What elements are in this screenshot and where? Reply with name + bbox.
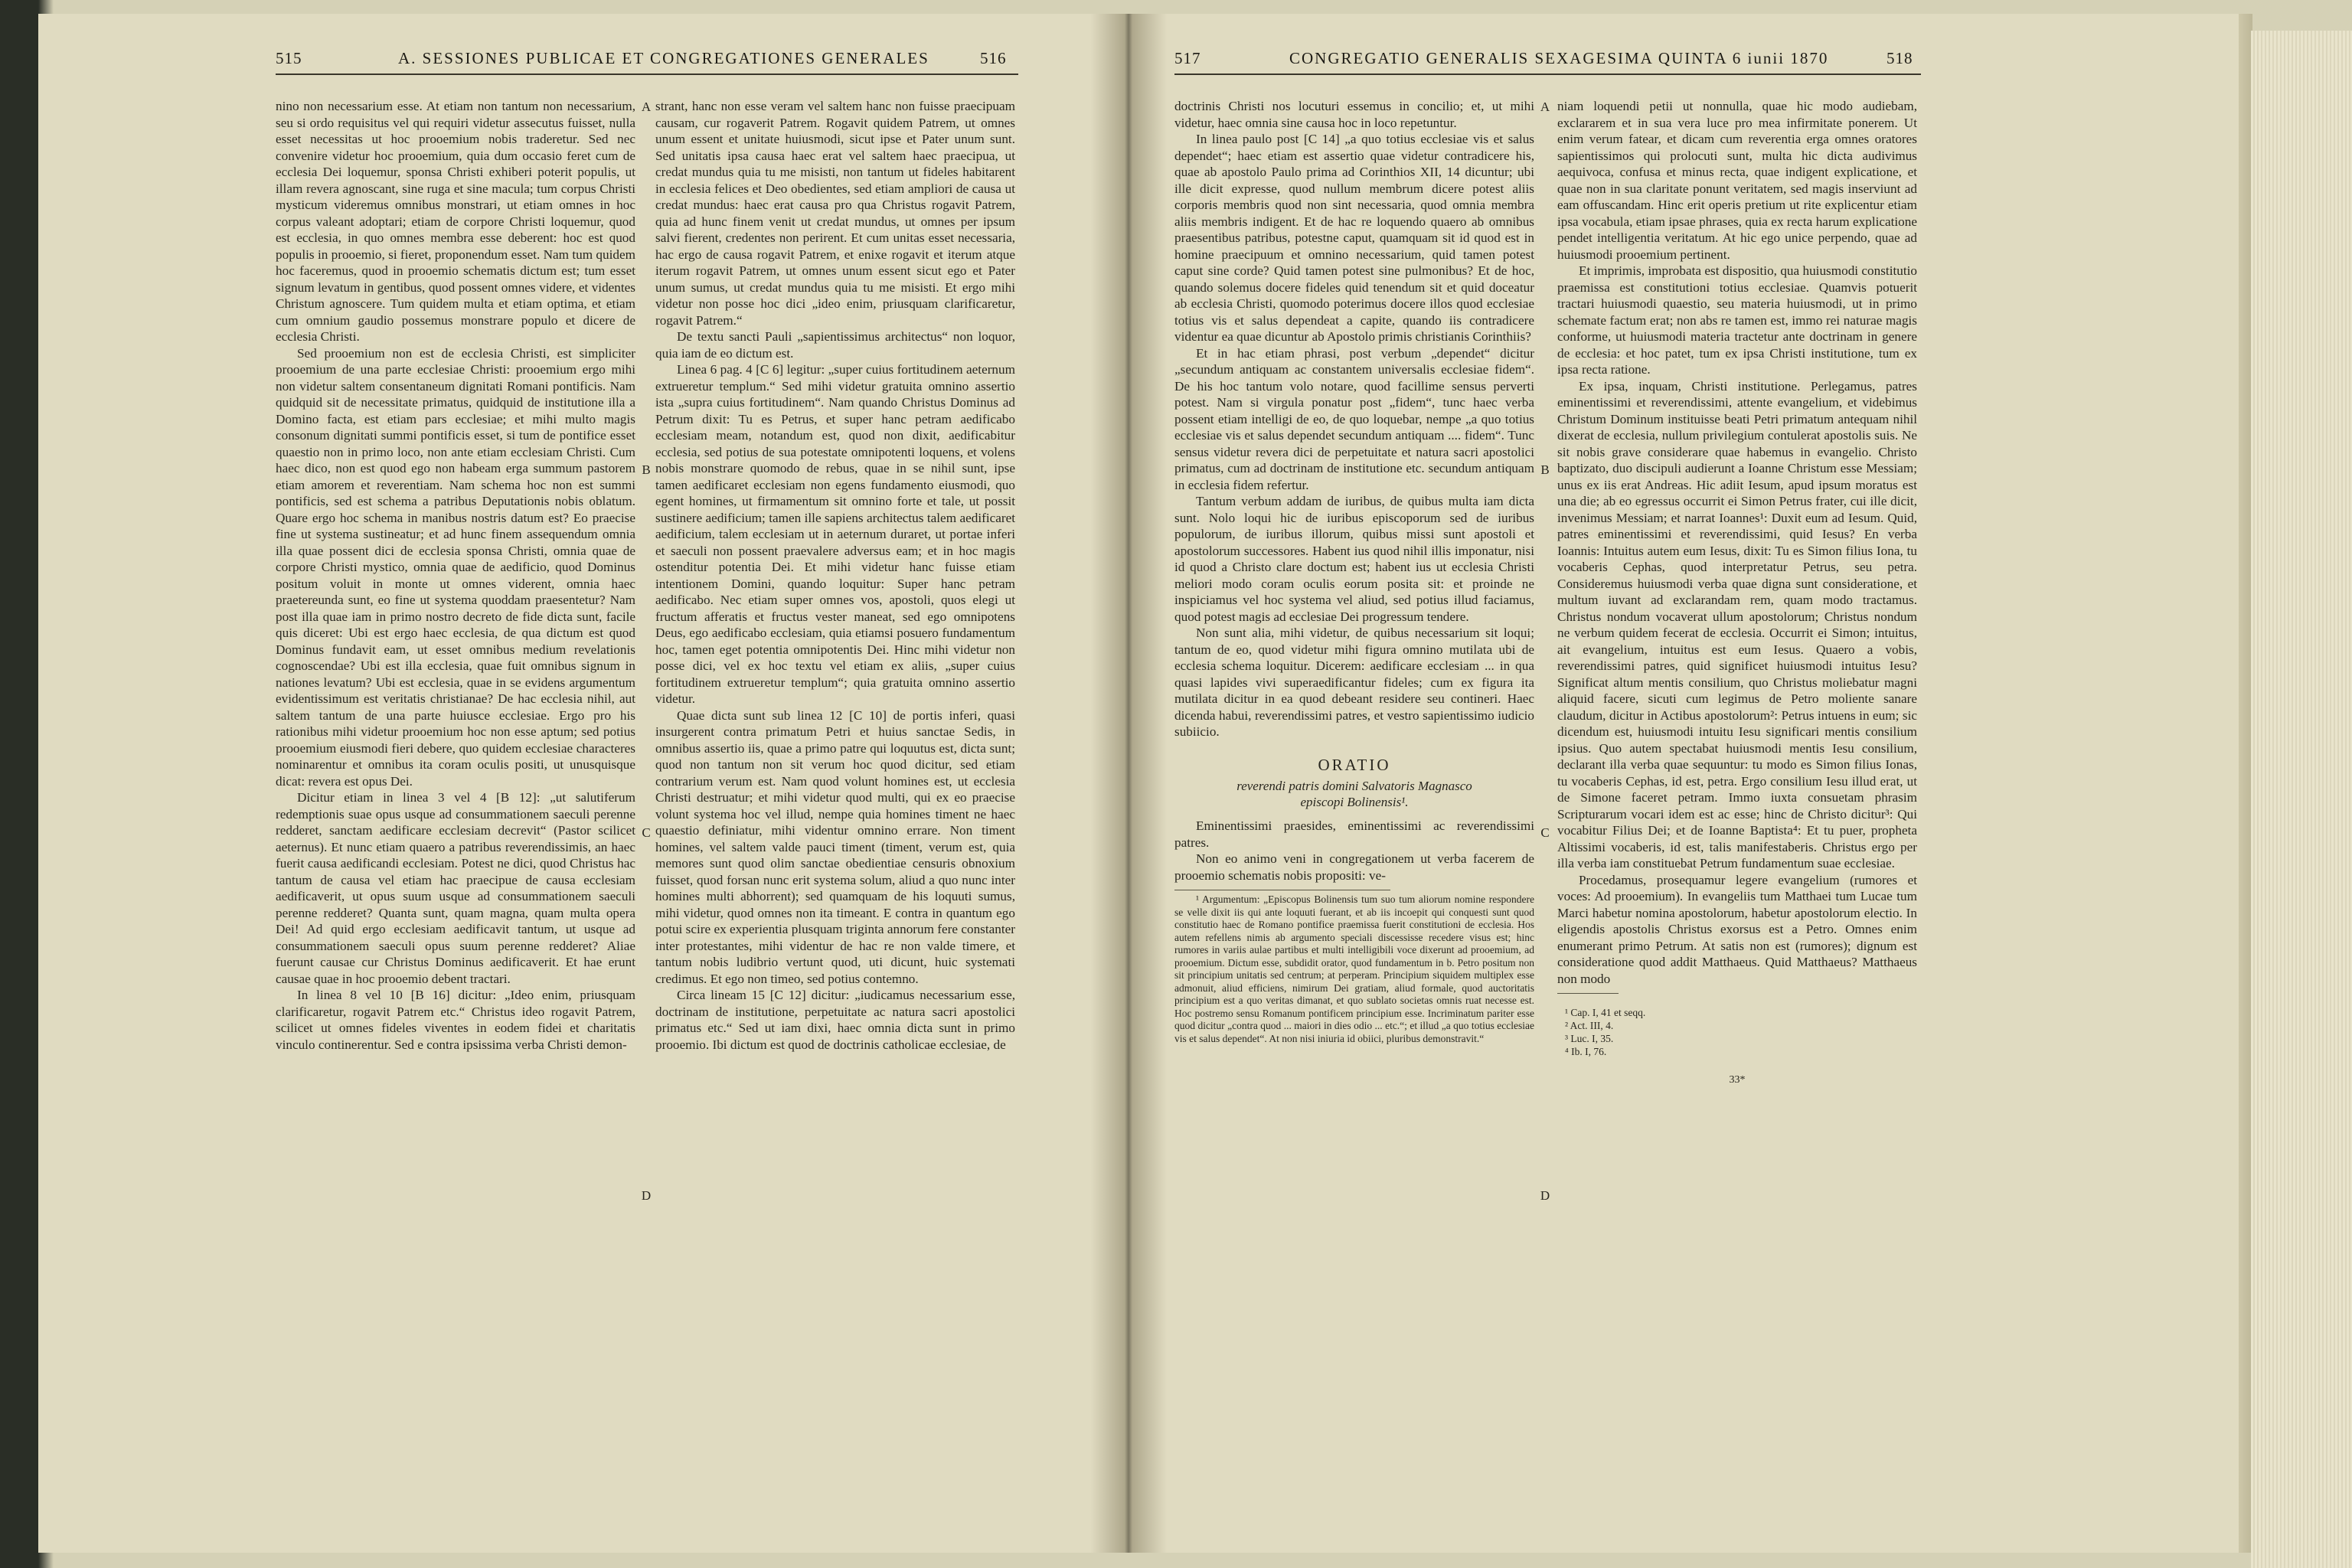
paragraph: Dicitur etiam in linea 3 vel 4 [B 12]: „ut salutiferum redemptionis suae opus usque ad consummationem saeculi perenne redderet, sanctam aedificare ecclesiam decrevit“ (Pastor scilicet aeternus). Et nunc etiam quaero a patribus reverendissimis, an haec fuerit causa aedificandi ecclesiam. Potest ne dici, quod Christus hac tantum de causa vel etiam hac praecipue de causa ecclesiam aedificaverit, ut opus suum usque ad consummationem saeculi perenne redderet? Quanta sunt, quam magna, quam multa opera Dei! Ad quid ergo ecclesiam aedificavit tantum, ut usque ad consummationem saeculi opus suum perenne redderet? Aliae fuerunt causae cur Christus Dominus aedificaverit. Et hae erunt causae quae in hoc prooemio debent tractari. — [276, 790, 635, 986]
signature-mark: 33* — [1729, 1074, 1746, 1086]
paragraph: Non sunt alia, mihi videtur, de quibus necessarium sit loqui; tantum de eo, quod videtur mihi figura omnino mutilata ubi de ecclesia schema loquitur. Dicerem: aedificare ecclesiam ... in qua quasi lapides vivi superaedificantur fideles; cum ex figura ita mutilata dicitur in ea quod debeant residere seu contineri. Haec dicenda habui, reverendissimi patres, et vestro sapientissimo iudicio subiicio. — [1174, 626, 1534, 739]
oratio-speaker-line-1: reverendi patris domini Salvatoris Magnasco — [1236, 779, 1472, 793]
left-page — [38, 14, 1147, 1553]
oratio-heading: ORATIO — [1318, 755, 1391, 774]
oratio-speaker-line-2: episcopi Bolinensis¹. — [1300, 795, 1409, 809]
paragraph: doctrinis Christi nos locuturi essemus in concilio; et, ut mihi videtur, haec omnia sine causa hoc in loco repetuntur. — [1174, 99, 1534, 130]
footnote: ⁴ Ib. I, 76. — [1565, 1046, 1607, 1057]
paragraph: Circa lineam 15 [C 12] dicitur: „iudicamus necessarium esse, doctrinam de institutione, perpetuitate ac natura sacri apostolici primatus etc.“ Sed ut iam dixi, haec omnia dicta sunt in primo prooemio. Ibi dictum est quod de doctrinis catholicae ecclesiae, de — [655, 988, 1015, 1052]
paragraph: Et imprimis, improbata est dispositio, qua huiusmodi constitutio praemissa est constitutioni totius ecclesiae. Quamvis potuerit tractari huiusmodi quaestio, seu materia huiusmodi, ut in primo schemate factum erat; non abs re tamen est, immo rei naturae magis conforme, ut huiusmodi materia tractetur ante doctrinam in genere de ecclesia: et hoc patet, tum ex ipsa Christi institutione, tum ex ipsa recta ratione. — [1557, 263, 1917, 377]
right-page-header — [1129, 49, 2252, 80]
paragraph: Quae dicta sunt sub linea 12 [C 10] de portis inferi, quasi insurgerent contra primatum Petri et huius sanctae Sedis, in omnibus assertio iis, quae a primo patre qui loquutus est, dicta sunt; quod non tantum non sit verum hoc quod dicitur, sed etiam contrarium verum est. Nam quod volunt homines est, ut ecclesia Christi destruatur; et mihi videtur quod multi, qui ex eo praecise volunt systema hoc vel illud, nempe quia homines timent ne haec quaestio definiatur, mihi videntur omnino errare. Non timent homines, vel saltem valde pauci timent (timent, verum est, quia memores sunt quod olim sanctae obedientiae censuris obnoxium fuisset, quod forsan nunc erit systema solum, aliud a quo nunc inter homines multi abhorrent); sed quamquam de his loquuti sumus, mihi videtur, quod omnes non ita timeant. E contra in quantum ego potui scire ex experientia plusquam triginta annorum fere constanter inter protestantes, mihi videntur de hac re non valde timere, et tantum nobis ludibrio vertunt quod, uti dicunt, huic systemati credimus. Et ego non timeo, sed potius contemno. — [655, 707, 1015, 986]
footnote: ² Act. III, 4. — [1565, 1020, 1614, 1031]
running-title-left: A. SESSIONES PUBLICAE ET CONGREGATIONES GENERALES — [398, 49, 929, 67]
section-marker-a: A — [1540, 100, 1550, 114]
section-marker-b: B — [1540, 462, 1550, 477]
left-page-column-2 — [655, 98, 1015, 1491]
footnote: ³ Luc. I, 35. — [1565, 1033, 1614, 1044]
running-title-right: CONGREGATIO GENERALIS SEXAGESIMA QUINTA 6 iunii 1870 — [1289, 49, 1829, 67]
section-marker-d: D — [641, 1188, 652, 1203]
page-number-516: 516 — [980, 49, 1007, 67]
paragraph: In linea paulo post [C 14] „a quo totius ecclesiae vis et salus dependet“; haec etiam est assertio quae videtur contradicere his, quae ab apostolo Paulo prima ad Corinthios XII, 14 dicuntur; ubi ille dicit expresse, quod nullum membrum dicere potest aliis corporis membris quod non sint necessaria, quod omnia membra aliis membris indigent. Et de hac re loquendo quaero ab omnibus praesentibus patribus, potestne caput, quamquam sit id quod est in homine praecipuum et omnino necessarium, quid tamen potest caput sine corde? Quid tamen potest sine pulmonibus? Et de hoc, quando solemus docere fideles quid tenendum sit et quid doceatur ab ecclesia Christi, quomodo poterimus docere illos quod ecclesiae totius vis et salus dependeat a capite, quando iis contradicere videntur ea quae dicuntur ab Apostolo primis christianis Corinthiis? — [1174, 132, 1534, 344]
paragraph: Non eo animo veni in congregationem ut verba facerem de prooemio schematis nobis propositi: ve- — [1174, 851, 1534, 883]
right-page-column-1 — [1174, 98, 1534, 1491]
paragraph: Tantum verbum addam de iuribus, de quibus multa iam dicta sunt. Nolo loqui hic de iuribus episcoporum sed de iuribus populorum, de iuribus illorum, quibus missi sunt apostoli et apostolorum successores. Habent ius quod nihil illis imponatur, nisi id quod a Christo clare doctum est; habent ius ut ecclesia Christi meliori modo coram oculis eorum posita sit: et proinde ne inspiciamus vel hoc systema vel aliud, sed potius illud faciamus, quod potest magis ad ecclesiae Dei progressum tendere. — [1174, 494, 1534, 624]
paragraph: Ex ipsa, inquam, Christi institutione. Perlegamus, patres eminentissimi et reverendissimi, attente evangelium, et videbimus Christum Dominum instituisse beati Petri primatum antequam nihil dixerat de ecclesia, nullum privilegium contulerat apostolis suis. Ne sit nobis grave considerare quae habemus in evangelio. Christo baptizato, duo discipuli audierunt a Ioanne Christum esse Messiam; unus ex iis erat Andreas. Hic adiit Iesum, apud ipsum moratus est una die; ab eo egressus occurrit ei Simon Petrus frater, cui ille dicit, invenimus Messiam; et narrat Ioannes¹: Duxit eum ad Iesum. Quid, patres eminentissimi et reverendissimi, quid Iesus? En verba Ioannis: Intuitus autem eum Iesus, dixit: Tu es Simon filius Iona, tu vocaberis Cephas, quod interpretatur Petrus, seu petra. Consideremus huiusmodi verba quae digna sunt consideratione, et multum iuvant ad exclarandam rem, quam modo tractamus. Christus nondum vocaverat ullum apostolorum; Christus nondum ne verbum quidem fecerat de ecclesia. Occurrit ei Simon; intuitus, ait evangelium, intuitus est eum Iesus. Quaero a vobis, reverendissimi patres, quid significet huiusmodi intuitus Iesu? Significat altum mentis consilium, quo Christus moliebatur magni aliquid facere, sicuti cum legimus de Petro moliente sanare claudum, dicitur in Actibus apostolorum²: Petrus intuens in eum; sic dicendum est, huiusmodi intuitu Iesu significari mentis consilium ipsius. Quo autem spectabat huiusmodi mentis Iesu consilium, declarant illa verba quae sequuntur: tu modo es Simon filius Ionas, tu vocaberis Cephas, id est, petra. Ergo consilium Iesu illud erat, ut de Simone faceret petram. Immo iuxta consuetam phrasim Scripturarum vocari idem est ac esse; hinc de Christo dicitur³: Qui vocabitur Filius Dei; et de Ioanne Baptista⁴: Et tu puer, propheta Altissimi vocaberis, id est, talis manifestaberis. Christus ergo per illa verba iam constituebat Petrum fundamentum suae ecclesiae. — [1557, 378, 1917, 871]
paragraph: Linea 6 pag. 4 [C 6] legitur: „super cuius fortitudinem aeternum extrueretur templum.“ Sed mihi videtur gratuita omnino assertio ista „supra cuius fortitudinem“. Nam quando Christus Dominus ad Petrum dixit: Tu es Petrus, et super hanc petram aedificabo ecclesiam meam, notandum est, quod non dixit, aedificabitur ecclesia, sed potius de sua potestate omnipotenti loquens, et volens nobis monstrare quomodo de rebus, quae in se nihil sunt, ipse tamen aedificaret ecclesiam non egens fundamento eiusmodi, quo egent homines, ut firmamentum sit omnino forte et tale, ut possit sustinere aedificium; tamen ille sapiens architectus talem aedificaret aedificium, talem ecclesiam ut in aeternum duraret, ut portae inferi et saeculi non possent praevalere adversus eam; et in hoc magis ostenditur potentia Dei. Et mihi videtur hanc fuisse etiam intentionem Domini, quando loquitur: Super hanc petram aedificabo. Nec etiam super omnes vos, apostoli, quos elegi ut fructum afferatis et fructus vester maneat, sed ego omnipotens Deus, ego aedificabo ecclesiam, quia etiamsi posuero fundamentum hoc, tamen eget potentia omnipotentis Dei. Hinc mihi videtur non posse dici, vel ex hoc textu vel etiam ex aliis, „super cuius fortitudinem extrueretur templum“; quia gratuita omnino assertio videtur. — [655, 362, 1015, 706]
paragraph: Sed prooemium non est de ecclesia Christi, est simpliciter prooemium de una parte ecclesiae Christi: prooemium ergo mihi non videtur saltem consentaneum dignitati Romani pontificis. Nam quidquid sit de necessitate primatus, quidquid de institutione illa a Domino facta, est etiam pars ecclesiae; et mihi multo magis consonum dignitati summi pontificis esset, si tum de pontifice esset quaestio non in primo loco, non ante etiam ecclesiam Christi. Cum haec dico, non est quod ego non habeam erga summum pastorem etiam amorem et reverentiam. Nam schema hoc non est summi pontificis, sed est schema a patribus Deputationis nobis oblatum. Quare ergo hoc schema in manibus nostris datum est? Eo praecise fine ut systema sustineatur; et ad hunc finem assequendum omnia illa quae possent dici de ecclesia sponsa Christi, omnia quae de corpore Christi mystico, omnia quae de aedificio, quod Dominus positum voluit in monte ut omnes viderent, omnia haec praetereunda sunt, eo fine ut systema quoddam praesentetur? Nam post illa quae iam in primo nostro decreto de fide dicta sunt, facile quis diceret: Ubi est ergo haec ecclesia, de qua dictum est quod Dominus fundavit eam, ut esset omnibus medium revelationis cognoscendae? Ubi est illa ecclesia, quae fuit omnibus signum in nationes levatum? Ubi est ecclesia, quae in se evidens argumentum evidentissimum est veritatis christianae? De hac ecclesia nihil, aut saltem tantum de una parte huiusce ecclesiae. Ergo pro his rationibus mihi videtur prooemium hoc non esse aptum; sed potius prooemium eiusmodi fieri debere, quo quidem ecclesiae characteres nominarentur et omnibus ita coram oculis positi, ut unusquisque dicat: revera est opus Dei. — [276, 345, 635, 789]
footnotes-list — [1557, 1006, 1917, 1058]
paragraph: nino non necessarium esse. At etiam non tantum non necessarium, seu si ordo requisitus vel qui requiri videtur assecutus fuisset, nulla esset necessitas ut hoc prooemium nobis traderetur. Sed nec convenire videtur hoc prooemium, quia dum occasio feret cum de ecclesia Dei loquemur, sponsa Christi exhiberi poterit populis, ut illam revera agnoscant, sine ruga et sine macula; tum corpus Christi mysticum videremus omnibus monstrari, ut etiam omnes in hoc corpus valeant adoptari; etiam de corpore Christi loquemur, quod est ecclesia, in quo omnes membra esse deberent: hoc est quod populis in prooemio, si fieret, proponendum esset. Nam tum quidem hoc faceremus, quod in prooemio schematis dictum est; tum esset signum levatum in gentibus, quod possent omnes videre, et videntes Christum agnoscere. Tum quidem multa et etiam optima, et etiam cum omnium gaudio possemus monstrare populo et dicere de ecclesia Christi. — [276, 99, 635, 344]
section-marker-d: D — [1540, 1188, 1550, 1203]
section-marker-a: A — [641, 100, 652, 114]
paragraph: In linea 8 vel 10 [B 16] dicitur: „Ideo enim, priusquam clarificaretur, rogavit Patrem etc.“ Christus ideo rogavit Patrem, scilicet ut omnes fideles viventes in eodem fidei et charitatis vinculo continerentur. Sed e contra ipsissima verba Christi demon- — [276, 988, 635, 1052]
paragraph: Eminentissimi praesides, eminentissimi ac reverendissimi patres. — [1174, 818, 1534, 850]
left-page-column-1 — [276, 98, 635, 1491]
footnote-argumentum: ¹ Argumentum: „Episcopus Bolinensis tum suo tum aliorum nomine respondere se velle dixit iis qui ante loquuti fuerant, et ab iis incoepit qui conquesti sunt quod constitutio haec de Romano pontifice praemissa fuerit constitutioni de ecclesia. Hos autem refellens nimis ab argumento speciali discessisse recedere visus est; hinc rumores in variis aulae partibus et multi intelligibili voce dixerunt ad prooemium, ad prooemium. Dictum esse, subdidit orator, quod fundamentum in b. Petro positum non sit principium unitatis sed centrum; at perperam. Principium siquidem multiplex esse admonuit, aliud efficiens, nimirum Dei gratiam, aliud formale, quod auctoritatis principium est a quo veritas dimanat, et quo sublato societas omnis ruat necesse est. Hoc postremo sensu Romanum pontificem principium esse. Incriminatum pariter esse quod dicitur „contra quod ... maiori in dies odio ... etc.“; et illud „a quo totius ecclesiae vis et salus dependet“. At non nisi iniuria id obiici, pluribus demonstravit.“ — [1174, 893, 1534, 1044]
paragraph: De textu sancti Pauli „sapientissimus architectus“ non loquor, quia iam de eo dictum est. — [655, 329, 1015, 361]
left-page-header — [38, 49, 1147, 80]
page-number-515: 515 — [276, 49, 302, 67]
header-rule — [1174, 74, 1921, 75]
right-page-column-2 — [1557, 98, 1917, 1491]
section-marker-b: B — [642, 462, 651, 477]
page-number-518: 518 — [1886, 49, 1913, 67]
oratio-speaker — [1174, 778, 1534, 810]
page-number-517: 517 — [1174, 49, 1201, 67]
section-marker-c: C — [1540, 825, 1550, 840]
footnote-rule — [1557, 993, 1619, 994]
footnote: ¹ Cap. I, 41 et seqq. — [1565, 1007, 1646, 1018]
right-page — [1129, 14, 2252, 1553]
header-rule — [276, 74, 1018, 75]
paragraph: niam loquendi petii ut nonnulla, quae hic modo audiebam, exclararem et in sua vera luce pro mea infirmitate ponerem. Ut enim verum fatear, et dicam cum reverentia erga omnes oratores sapientissimos qui prolocuti sunt, multa hic dicta audivimus aequivoca, confusa et minus recta, quae indigent explicatione, et quae non in sua claritate ponunt veritatem, sed magis inserviunt ad eam offuscandam. Hinc erit operis pretium ut rite explicentur etiam ipsa vocabula, etiam ipsae phrases, quia ex recta harum explicatione pendet intelligentia veritatum. At hic ego unice perpendo, quae ad huiusmodi prooemium pertinent. — [1557, 99, 1917, 262]
section-marker-c: C — [642, 825, 651, 840]
paragraph: Et in hac etiam phrasi, post verbum „dependet“ dicitur „secundum antiquam ac constantem universalis ecclesiae fidem“. De his hoc tantum volo notare, quod facillime sensus perverti potest. Nam si virgula ponatur post „fidem“, tunc haec verba possent etiam intelligi de eo, de quo loquebar, nempe „a quo totius ecclesiae vis et salus dependet secundum antiquam .... fidem“. Tunc sensus videtur revera dici de perpetuitate et natura sacri apostolici primatus, cum ad doctrinam de institutione etc. secundum antiquam in ecclesia fidem refertur. — [1174, 345, 1534, 492]
paragraph: Procedamus, prosequamur legere evangelium (rumores et voces: Ad prooemium). In evangeliis tum Matthaei tum Lucae tum Marci habetur nomina apostolorum, habetur apostolorum electio. In eligendis apostolis Christus exorsus est a Petro. Omnes enim enumerant primo Petrum. At satis non est (rumores); dignum est consideratione quod addit Matthaeus. Quid Matthaeus? Matthaeus non modo — [1557, 872, 1917, 986]
page-edges — [2251, 31, 2352, 1568]
paragraph: strant, hanc non esse veram vel saltem hanc non fuisse praecipuam causam, cur rogaverit Patrem. Rogavit quidem Patrem, ut omnes unum essent et unitate huiusmodi, sicut ipse et Pater unum sunt. Sed unitatis ipsa causa haec erat vel saltem haec praecipua, ut credat mundus quia tu me misisti, non tantum ut fideles habitarent in ecclesia felices et Deo obedientes, sed etiam ampliori de causa ut credat mundus: haec erat causa pro qua Christus rogavit Patrem, quia ad hunc finem venit ut credat mundus, ut omnes per ipsum salvi fierent, credentes non perirent. Et cum unitas esset necessaria, hac ergo de causa rogavit Patrem, et enixe rogavit et iterum atque iterum rogavit Patrem, ut omnes unum essent sicut ego et Pater unum sumus, ut credat mundus quia tu me misisti. Et ergo mihi videtur non posse hoc dici „ideo enim, priusquam clarificaretur, rogavit Patrem.“ — [655, 99, 1015, 328]
